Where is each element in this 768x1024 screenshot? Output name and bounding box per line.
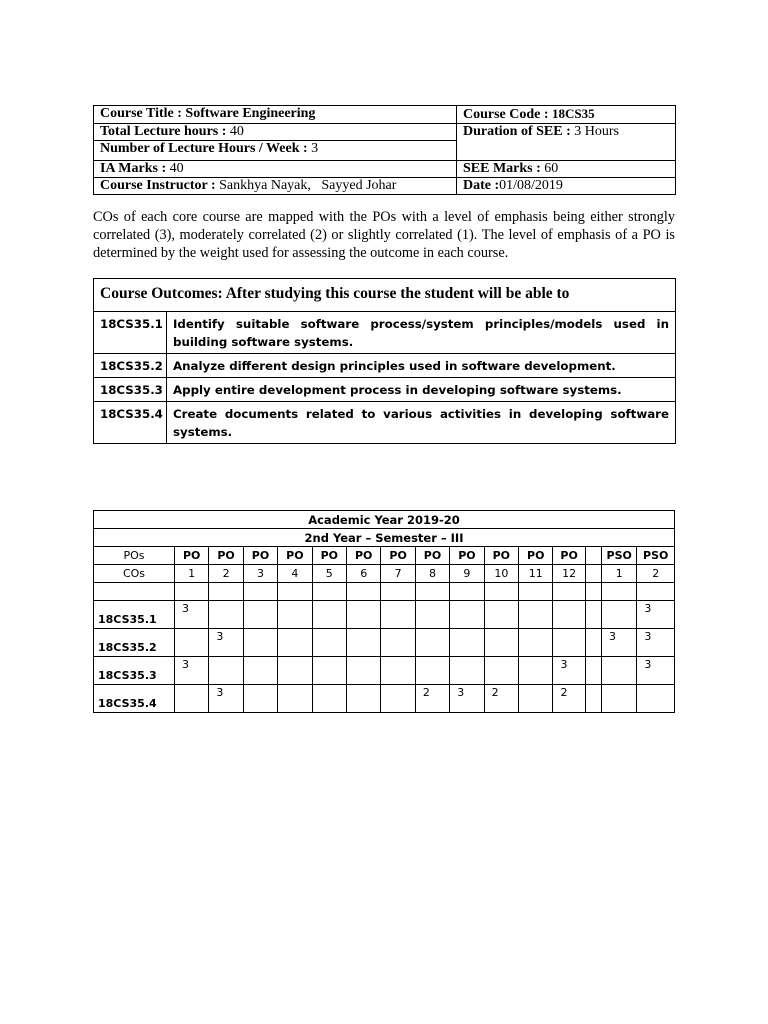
mapping-value-cell [209,657,243,685]
instructor-cell [94,178,457,195]
po-header-1: PO [174,547,208,565]
mapping-value-cell [209,601,243,629]
outcome-code: 18CS35.4 [94,402,167,444]
mapping-value-cell [519,685,553,713]
course-outcomes-table [93,278,676,444]
mapping-value-cell: 3 [209,685,243,713]
mapping-value-cell [415,629,449,657]
spacer-cell [381,583,415,601]
weekly-hours-value: 3 [311,141,319,156]
mapping-value-cell [381,657,415,685]
mapping-value-cell [381,629,415,657]
mapping-value-cell: 3 [553,657,585,685]
instructor-label: Course Instructor : [100,178,220,193]
mapping-row [94,657,675,685]
mapping-value-cell [278,629,312,657]
mapping-value-cell [278,685,312,713]
cos-label: COs [94,565,175,583]
po-header-2: PO [209,547,243,565]
mapping-value-cell [519,601,553,629]
mapping-value-cell [243,657,277,685]
spacer-cell [312,583,346,601]
mapping-value-cell: 2 [553,685,585,713]
po-number-10: 10 [484,565,518,583]
ia-marks-cell [94,161,457,178]
po-header-5: PO [312,547,346,565]
outcome-text: Apply entire development process in developing software systems. [167,378,676,402]
mapping-value-cell [347,629,381,657]
mapping-value-cell [381,601,415,629]
po-number-11: 11 [519,565,553,583]
po-number-4: 4 [278,565,312,583]
see-marks-label: SEE Marks : [463,161,545,176]
po-header-13 [585,547,601,565]
spacer-cell [209,583,243,601]
mapping-value-cell [602,685,637,713]
po-header-7: PO [381,547,415,565]
total-hours-value: 40 [229,124,244,139]
po-header-8: PO [415,547,449,565]
outcome-text: Create documents related to various activities in developing software systems. [167,402,676,444]
mapping-value-cell [602,601,637,629]
mapping-co-label: 18CS35.4 [94,685,175,713]
course-title-cell [94,106,457,124]
spacer-cell [415,583,449,601]
mapping-value-cell [312,657,346,685]
ia-marks-value: 40 [169,161,184,176]
mapping-value-cell [553,629,585,657]
po-number-9: 9 [450,565,484,583]
mapping-value-cell [484,629,518,657]
total-hours-label: Total Lecture hours : [100,124,230,139]
outcomes-heading: Course Outcomes: After studying this course the student will be able to [94,279,676,312]
mapping-value-cell [347,685,381,713]
po-number-14: 1 [602,565,637,583]
mapping-value-cell [585,685,601,713]
mapping-value-cell [278,657,312,685]
po-number-row [94,565,675,583]
po-number-8: 8 [415,565,449,583]
mapping-value-cell [415,657,449,685]
po-number-6: 6 [347,565,381,583]
see-marks-cell [457,161,676,178]
course-title-value: Software Engineering [185,106,316,121]
spacer-cell [637,583,675,601]
outcome-code: 18CS35.2 [94,354,167,378]
spacer-cell [278,583,312,601]
spacer-cell [519,583,553,601]
po-header-4: PO [278,547,312,565]
mapping-value-cell: 3 [637,629,675,657]
po-number-13 [585,565,601,583]
mapping-value-cell: 3 [209,629,243,657]
see-duration-cell [457,124,676,161]
po-number-15: 2 [637,565,675,583]
spacer-cell [602,583,637,601]
course-title-label: Course Title : [100,106,186,121]
total-hours-cell [94,124,457,141]
mapping-co-label: 18CS35.3 [94,657,175,685]
po-number-2: 2 [209,565,243,583]
po-header-9: PO [450,547,484,565]
spacer-cell [484,583,518,601]
mapping-value-cell [243,629,277,657]
see-marks-value: 60 [544,161,559,176]
po-header-10: PO [484,547,518,565]
mapping-value-cell [602,657,637,685]
mapping-value-cell [450,629,484,657]
po-number-5: 5 [312,565,346,583]
po-number-7: 7 [381,565,415,583]
mapping-value-cell [415,601,449,629]
mapping-value-cell [484,657,518,685]
mapping-value-cell [243,601,277,629]
course-info-table [93,105,676,195]
outcome-row [94,402,676,444]
mapping-value-cell [637,685,675,713]
po-header-row [94,547,675,565]
see-duration-label: Duration of SEE : [463,124,575,139]
po-header-14: PSO [602,547,637,565]
see-duration-value: 3 Hours [574,124,619,139]
po-number-3: 3 [243,565,277,583]
mapping-co-label: 18CS35.2 [94,629,175,657]
mapping-value-cell: 3 [450,685,484,713]
spacer-cell [553,583,585,601]
mapping-value-cell: 2 [415,685,449,713]
mapping-value-cell [312,629,346,657]
mapping-row [94,629,675,657]
mapping-value-cell [347,657,381,685]
po-number-1: 1 [174,565,208,583]
academic-year-heading: Academic Year 2019-20 [94,511,675,529]
course-code-value: 18CS35 [552,106,595,121]
mapping-value-cell [174,685,208,713]
po-header-3: PO [243,547,277,565]
outcome-row [94,354,676,378]
co-po-mapping-table [93,510,675,713]
po-header-12: PO [553,547,585,565]
mapping-row [94,601,675,629]
outcome-row [94,312,676,354]
pos-label: POs [94,547,175,565]
spacer-cell [450,583,484,601]
date-cell [457,178,676,195]
intro-paragraph: COs of each core course are mapped with the POs with a level of emphasis being either strongly correlated (3), moderately correlated (2) or slightly correlated (1). The level of emphasis of a PO is determined by the weight used for assessing the outcome in each course. [93,209,675,261]
date-label: Date : [463,178,500,193]
mapping-value-cell [278,601,312,629]
date-value: 01/08/2019 [499,178,563,193]
mapping-value-cell: 3 [637,657,675,685]
po-header-11: PO [519,547,553,565]
weekly-hours-cell [94,141,457,161]
mapping-value-cell [450,657,484,685]
spacer-cell [174,583,208,601]
ia-marks-label: IA Marks : [100,161,170,176]
mapping-row [94,685,675,713]
outcome-text: Identify suitable software process/system principles/models used in building software systems. [167,312,676,354]
course-code-label: Course Code : [463,107,553,122]
outcome-code: 18CS35.3 [94,378,167,402]
mapping-value-cell [585,629,601,657]
spacer-cell [94,583,175,601]
mapping-value-cell [174,629,208,657]
course-code-cell [457,106,676,124]
semester-heading: 2nd Year – Semester – III [94,529,675,547]
po-number-12: 12 [553,565,585,583]
mapping-value-cell: 3 [174,601,208,629]
po-header-15: PSO [637,547,675,565]
mapping-value-cell: 2 [484,685,518,713]
mapping-value-cell [585,657,601,685]
mapping-value-cell [243,685,277,713]
mapping-value-cell [519,629,553,657]
mapping-value-cell [381,685,415,713]
spacer-cell [585,583,601,601]
spacer-row [94,583,675,601]
mapping-value-cell [347,601,381,629]
mapping-value-cell [312,601,346,629]
mapping-value-cell [553,601,585,629]
mapping-value-cell [484,601,518,629]
mapping-value-cell: 3 [174,657,208,685]
weekly-hours-label: Number of Lecture Hours / Week : [100,141,312,156]
outcome-text: Analyze different design principles used in software development. [167,354,676,378]
outcome-row [94,378,676,402]
instructor-value: Sankhya Nayak, Sayyed Johar [219,178,397,193]
spacer-cell [243,583,277,601]
mapping-value-cell: 3 [602,629,637,657]
mapping-value-cell: 3 [637,601,675,629]
mapping-value-cell [450,601,484,629]
po-header-6: PO [347,547,381,565]
mapping-value-cell [585,601,601,629]
mapping-value-cell [519,657,553,685]
mapping-value-cell [312,685,346,713]
outcome-code: 18CS35.1 [94,312,167,354]
spacer-cell [347,583,381,601]
mapping-co-label: 18CS35.1 [94,601,175,629]
